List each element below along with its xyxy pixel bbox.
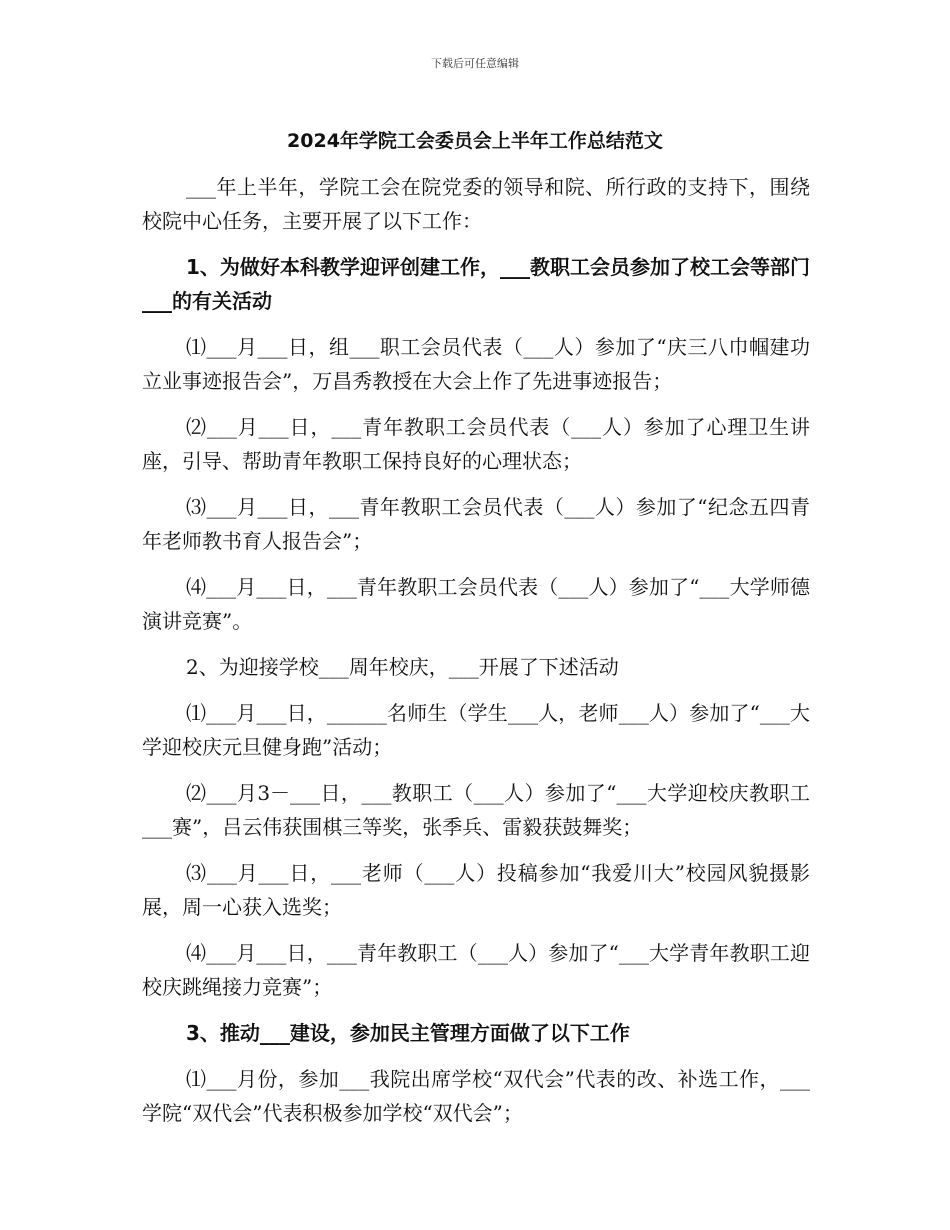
list-item: ⑴___月___日，______名师生（学生___人，老师___人）参加了“___大学迎校庆元旦健身跑”活动； xyxy=(142,701,810,759)
section-heading: 1、为做好本科教学迎评创建工作，___教职工会员参加了校工会等部门___的有关活动 xyxy=(142,255,810,313)
section-heading: 3、推动___建设，参加民主管理方面做了以下工作 xyxy=(186,1021,630,1045)
page-header: 下载后可任意编辑 xyxy=(431,57,519,70)
list-item: ⑶___月___日，___青年教职工会员代表（___人）参加了“纪念五四青年老师教书育人报告会”； xyxy=(142,495,810,553)
list-item: ⑴___月___日，组___职工会员代表（___人）参加了“庆三八巾帼建功立业事迹报告会”，万昌秀教授在大会上作了先进事迹报告； xyxy=(142,335,810,393)
paragraph: ___年上半年，学院工会在院党委的领导和院、所行政的支持下，围绕校院中心任务，主要开展了以下工作： xyxy=(142,175,810,233)
list-item: ⑶___月___日，___老师（___人）投稿参加“我爱川大”校园风貌摄影展，周一心获入选奖； xyxy=(142,861,810,919)
section-heading: 2、为迎接学校___周年校庆，___开展了下述活动 xyxy=(186,655,619,679)
list-item: ⑵___月___日，___青年教职工会员代表（___人）参加了心理卫生讲座，引导、帮助青年教职工保持良好的心理状态； xyxy=(142,415,810,473)
document-body xyxy=(142,170,810,1130)
list-item: ⑷___月___日，___青年教职工会员代表（___人）参加了“___大学师德演讲竞赛”。 xyxy=(142,575,810,633)
list-item: ⑷___月___日，___青年教职工（___人）参加了“___大学青年教职工迎校庆跳绳接力竞赛”； xyxy=(142,941,810,999)
list-item: ⑵___月3－___日，___教职工（___人）参加了“___大学迎校庆教职工___赛”，吕云伟获围棋三等奖，张季兵、雷毅获鼓舞奖； xyxy=(142,781,810,839)
list-item: ⑴___月份，参加___我院出席学校“双代会”代表的改、补选工作，___学院“双代会”代表积极参加学校“双代会”； xyxy=(142,1067,810,1125)
document-title: 2024年学院工会委员会上半年工作总结范文 xyxy=(287,130,663,152)
